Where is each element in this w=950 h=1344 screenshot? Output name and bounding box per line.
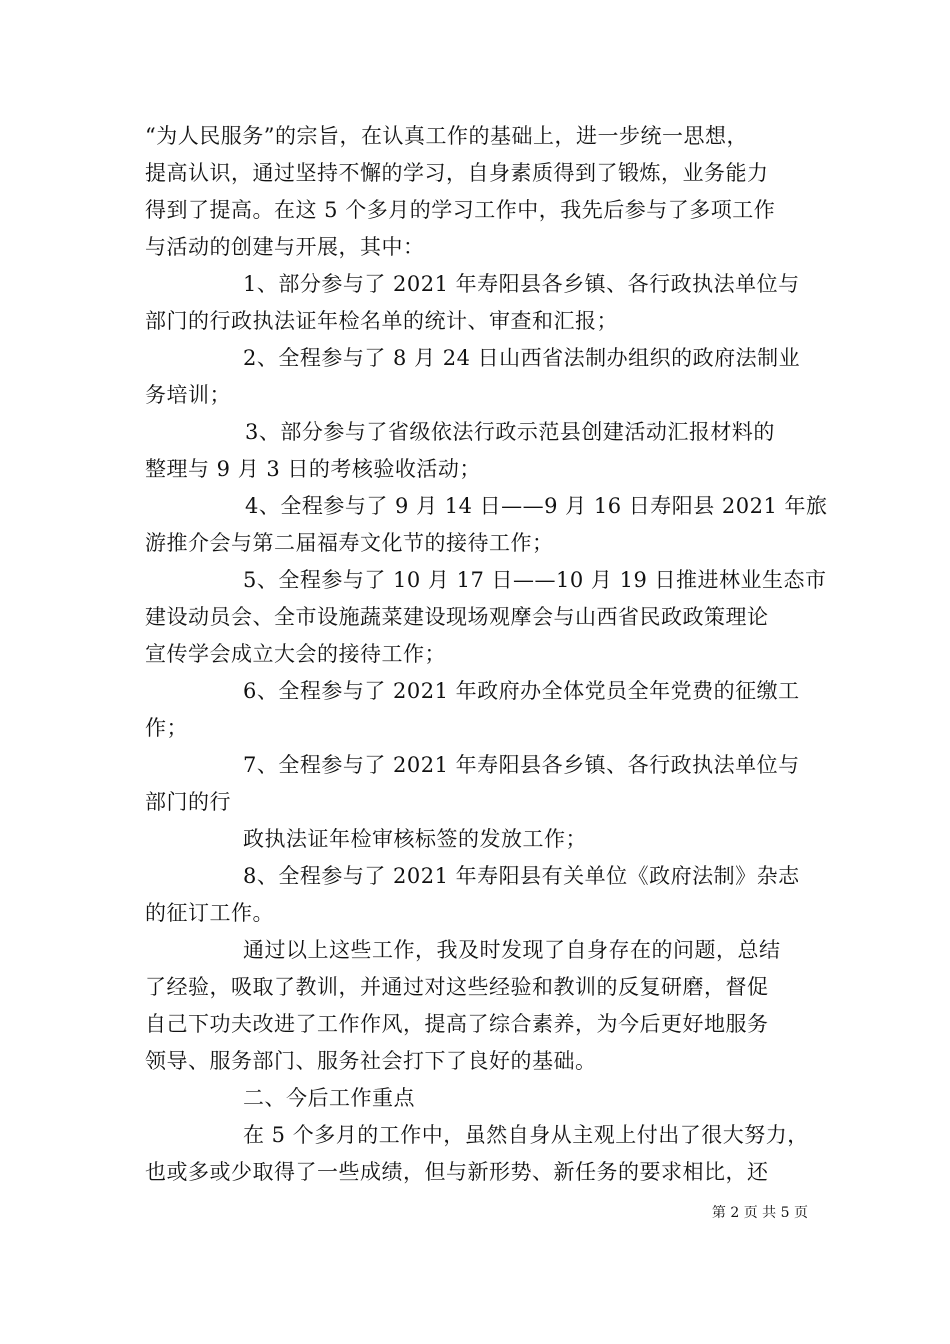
text-line: 了经验，吸取了教训，并通过对这些经验和教训的反复研磨，督促 xyxy=(145,975,769,999)
list-item-1: 1、部分参与了 2021 年寿阳县各乡镇、各行政执法单位与 xyxy=(243,272,800,296)
text-line: 部门的行政执法证年检名单的统计、审查和汇报； xyxy=(145,309,618,333)
document-body xyxy=(145,118,828,1191)
text-line: 得到了提高。在这 5 个多月的学习工作中，我先后参与了多项工作 xyxy=(145,198,776,222)
list-item-3: 3、部分参与了省级依法行政示范县创建活动汇报材料的 xyxy=(245,420,775,444)
text-line: 领导、服务部门、服务社会打下了良好的基础。 xyxy=(145,1049,597,1073)
list-item-4: 4、全程参与了 9 月 14 日——9 月 16 日寿阳县 2021 年旅 xyxy=(245,494,828,518)
text-line: 务培训； xyxy=(145,383,231,407)
text-line: 游推介会与第二届福寿文化节的接待工作； xyxy=(145,531,554,555)
section-heading: 二、今后工作重点 xyxy=(243,1086,415,1110)
list-item-6: 6、全程参与了 2021 年政府办全体党员全年党费的征缴工 xyxy=(243,679,800,703)
text-line: 政执法证年检审核标签的发放工作； xyxy=(243,827,587,851)
list-item-7: 7、全程参与了 2021 年寿阳县各乡镇、各行政执法单位与 xyxy=(243,753,800,777)
text-line: 建设动员会、全市设施蔬菜建设现场观摩会与山西省民政政策理论 xyxy=(145,605,769,629)
text-line: 与活动的创建与开展，其中： xyxy=(145,235,425,259)
text-line: 也或多或少取得了一些成绩，但与新形势、新任务的要求相比，还 xyxy=(145,1160,769,1184)
list-item-5: 5、全程参与了 10 月 17 日——10 月 19 日推进林业生态市 xyxy=(243,568,827,592)
summary-paragraph: 通过以上这些工作，我及时发现了自身存在的问题，总结 xyxy=(243,938,781,962)
list-item-2: 2、全程参与了 8 月 24 日山西省法制办组织的政府法制业 xyxy=(243,346,801,370)
text-line: 宣传学会成立大会的接待工作； xyxy=(145,642,446,666)
text-line: 的征订工作。 xyxy=(145,901,274,925)
text-line: 整理与 9 月 3 日的考核验收活动； xyxy=(145,457,481,481)
text-line: 提高认识，通过坚持不懈的学习，自身素质得到了锻炼，业务能力 xyxy=(145,161,769,185)
text-line: “为人民服务”的宗旨，在认真工作的基础上，进一步统一思想， xyxy=(145,124,748,148)
text-line: 在 5 个多月的工作中，虽然自身从主观上付出了很大努力， xyxy=(243,1123,809,1147)
text-line: 自己下功夫改进了工作作风，提高了综合素养，为今后更好地服务 xyxy=(145,1012,769,1036)
list-item-8: 8、全程参与了 2021 年寿阳县有关单位《政府法制》杂志 xyxy=(243,864,800,888)
page-number: 第 2 页 共 5 页 xyxy=(711,1205,808,1221)
text-line: 作； xyxy=(145,716,188,740)
text-line: 部门的行 xyxy=(145,790,231,814)
